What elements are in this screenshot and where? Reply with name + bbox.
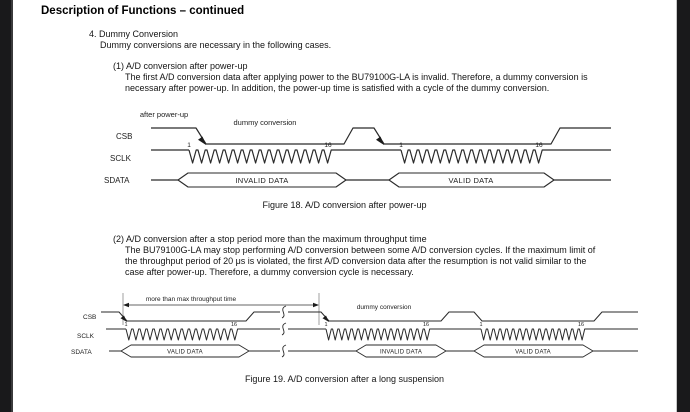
- subsection2-body-line2: the throughput period of 20 μs is violated, the first A/D conversion data after the resumption is not valid similar to the: [125, 256, 587, 266]
- figure18-caption: Figure 18. A/D conversion after power-up: [262, 200, 427, 210]
- subsection2-body-line1: The BU79100G-LA may stop performing A/D conversion between some A/D conversion cycles. If the maximum limit of: [125, 245, 596, 255]
- sclk-burst-1: [126, 329, 239, 340]
- sclk-burst-2: [401, 150, 544, 163]
- fig18-sdata-label: SDATA: [104, 176, 130, 185]
- fig18-sdata-waveform: [151, 173, 611, 187]
- sdata-valid-text-1: VALID DATA: [167, 349, 203, 356]
- sclk-count-16b: 16: [535, 142, 543, 149]
- measure-arrowhead-right: [313, 303, 319, 307]
- sclk-burst-2: [326, 329, 431, 340]
- fig18-csb-label: CSB: [116, 132, 133, 141]
- sclk-count-16c: 16: [577, 322, 585, 328]
- fig19-csb-label: CSB: [83, 314, 97, 321]
- csb-trace: [101, 312, 638, 321]
- fig18-dummy-conversion-label: dummy conversion: [233, 118, 297, 127]
- sdata-invalid-text: INVALID DATA: [235, 176, 289, 185]
- figure18-timing-diagram: [96, 105, 618, 197]
- sclk-count-1a: 1: [124, 322, 128, 328]
- fig18-after-power-up-label: after power-up: [139, 110, 189, 119]
- sdata-invalid-text: INVALID DATA: [379, 349, 423, 356]
- sdata-valid-text-2: VALID DATA: [515, 349, 551, 356]
- csb-fall-arrowhead-1: [198, 137, 206, 146]
- sclk-count-1c: 1: [479, 322, 483, 328]
- sclk-count-1b: 1: [399, 142, 403, 149]
- fig19-csb-waveform: [101, 312, 638, 322]
- csb-fall-arrowhead-2: [376, 137, 384, 146]
- sclk-count-16a: 16: [230, 322, 238, 328]
- subsection2-heading: (2) A/D conversion after a stop period more than the maximum throughput time: [113, 234, 427, 244]
- fig19-throughput-label: more than max throughput time: [145, 296, 237, 303]
- sclk-count-1a: 1: [187, 142, 191, 149]
- fig18-sclk-label: SCLK: [110, 154, 131, 163]
- sclk-count-16b: 16: [422, 322, 430, 328]
- fig19-sdata-label: SDATA: [71, 349, 92, 356]
- section4-heading: 4. Dummy Conversion: [89, 29, 179, 39]
- fig19-sdata-waveform: [109, 345, 638, 357]
- fig19-dummy-conversion-label: dummy conversion: [356, 304, 412, 311]
- sclk-count-1b: 1: [324, 322, 328, 328]
- subsection1-body-line1: The first A/D conversion data after applying power to the BU79100G-LA is invalid. Therefore, a dummy conversion is: [125, 72, 588, 82]
- fig19-break-symbols: [280, 306, 288, 357]
- fig19-sclk-label: SCLK: [77, 333, 94, 340]
- subsection2-body-line3: case after power-up. Therefore, a dummy conversion cycle is necessary.: [125, 267, 414, 277]
- sdata-valid-text: VALID DATA: [448, 176, 494, 185]
- subsection1-body-line2: necessary after power-up. In addition, the power-up time is satisfied with a cycle of the dummy conversion.: [125, 83, 550, 93]
- section4-intro: Dummy conversions are necessary in the following cases.: [100, 40, 332, 50]
- fig19-sclk-waveform: [106, 322, 638, 340]
- fig18-sclk-waveform: [151, 142, 611, 163]
- sclk-burst-3: [481, 329, 586, 340]
- subsection1-heading: (1) A/D conversion after power-up: [113, 61, 248, 71]
- figure19-timing-diagram: [69, 290, 649, 364]
- sclk-burst-1: [189, 150, 333, 163]
- document-page: [11, 0, 677, 412]
- figure19-caption: Figure 19. A/D conversion after a long suspension: [244, 374, 445, 384]
- sclk-count-16a: 16: [324, 142, 332, 149]
- measure-arrowhead-left: [123, 303, 129, 307]
- page-title: Description of Functions – continued: [41, 5, 245, 17]
